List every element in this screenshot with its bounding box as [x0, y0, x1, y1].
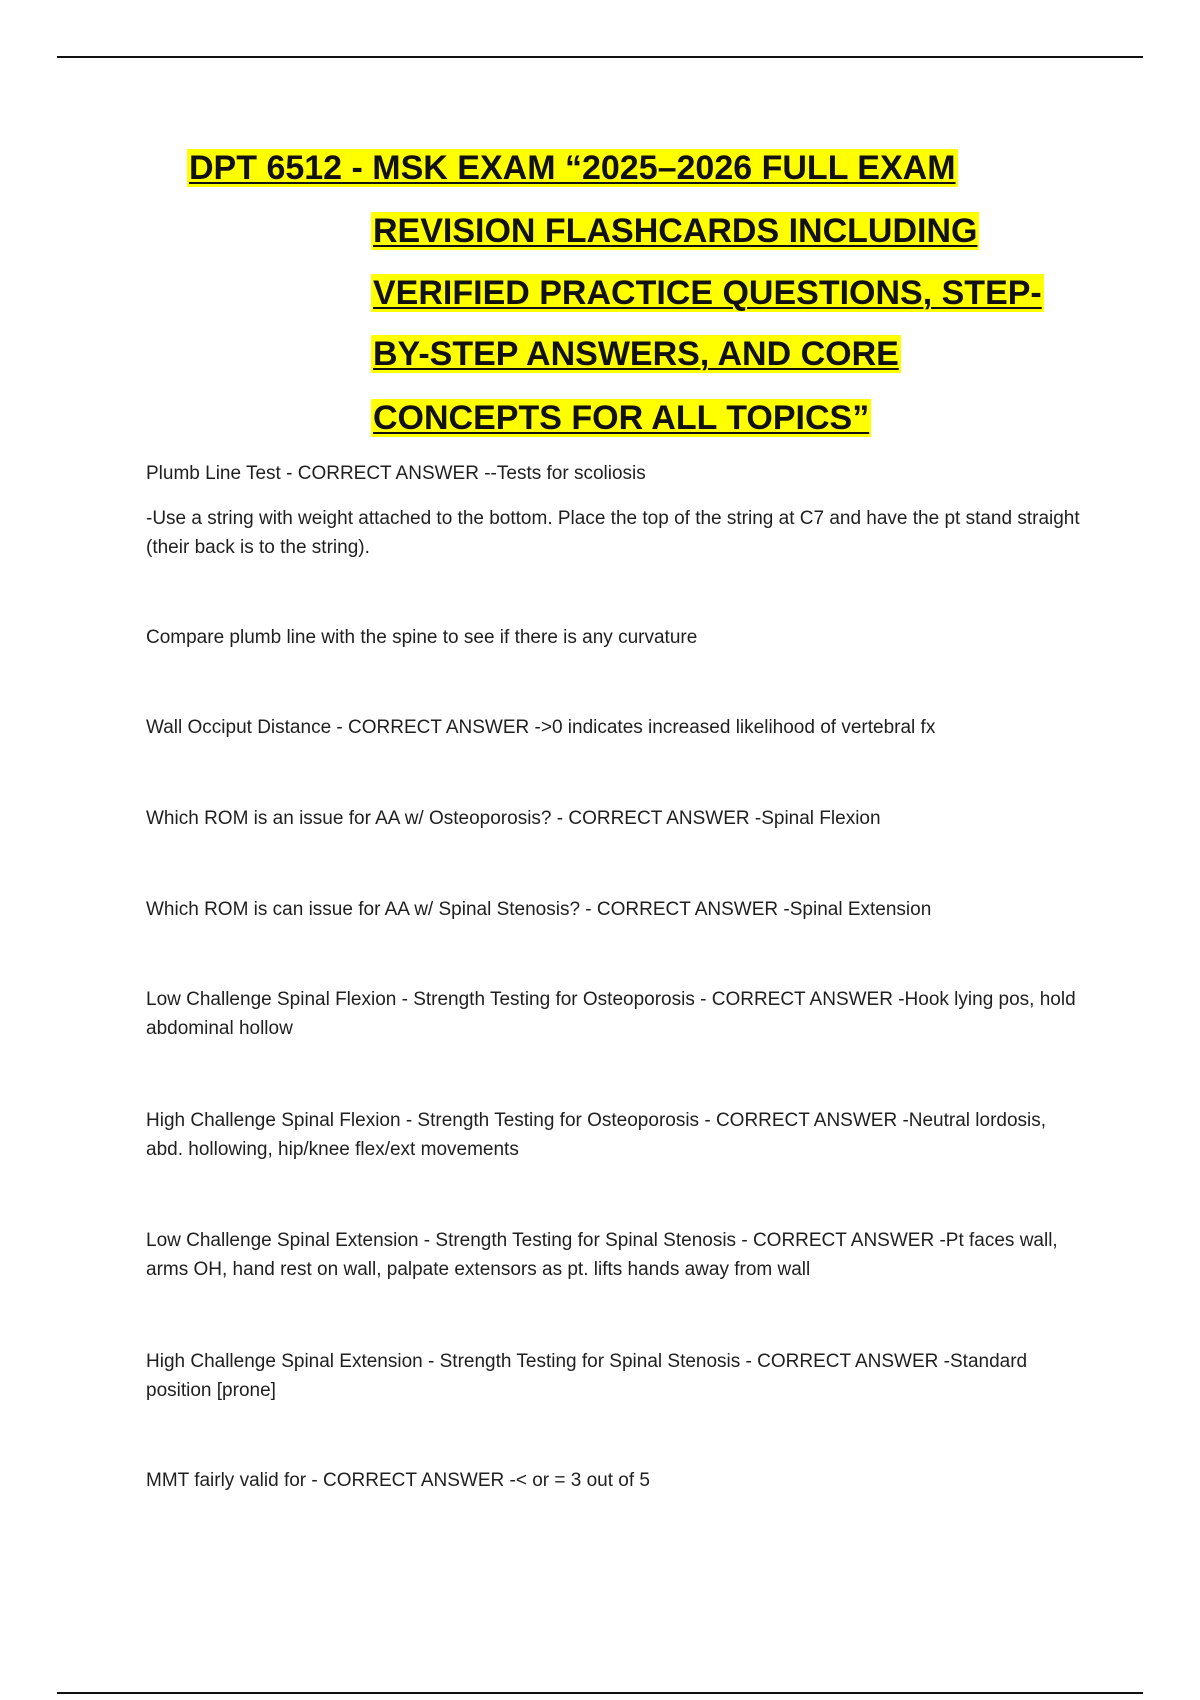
title-line-4: [371, 334, 901, 374]
entry-low-challenge-flexion: Low Challenge Spinal Flexion - Strength Testing for Osteoporosis - CORRECT ANSWER -Hook lying pos, hold abdominal hollow: [146, 989, 1076, 1039]
title-text-4: BY-STEP ANSWERS, AND CORE: [373, 335, 899, 373]
title-text-5: CONCEPTS FOR ALL TOPICS”: [373, 399, 870, 437]
entry-plumb-line-test: Plumb Line Test - CORRECT ANSWER --Tests for scoliosis: [146, 463, 646, 484]
entry-wall-occiput-distance: Wall Occiput Distance - CORRECT ANSWER ->0 indicates increased likelihood of vertebral fx: [146, 717, 936, 738]
title-text-2: REVISION FLASHCARDS INCLUDING: [373, 212, 978, 250]
bottom-divider: [57, 1692, 1143, 1694]
title-line-5: [371, 398, 871, 438]
entry-plumb-line-procedure: -Use a string with weight attached to the bottom. Place the top of the string at C7 and have the pt stand straight (their back is to the string).: [146, 508, 1080, 558]
title-text-3: VERIFIED PRACTICE QUESTIONS, STEP-: [373, 274, 1042, 312]
entry-rom-spinal-stenosis: Which ROM is can issue for AA w/ Spinal Stenosis? - CORRECT ANSWER -Spinal Extension: [146, 899, 932, 920]
title-line-1: [187, 148, 958, 188]
entry-plumb-line-compare: Compare plumb line with the spine to see if there is any curvature: [146, 627, 698, 648]
entry-mmt-validity: MMT fairly valid for - CORRECT ANSWER -< or = 3 out of 5: [146, 1470, 650, 1491]
top-divider: [57, 56, 1143, 58]
title-line-2: [371, 211, 979, 251]
entry-low-challenge-extension: Low Challenge Spinal Extension - Strength Testing for Spinal Stenosis - CORRECT ANSWER -Pt faces wall, arms OH, hand rest on wall, palpate extensors as pt. lifts hands away from wall: [146, 1230, 1058, 1280]
entry-high-challenge-extension: High Challenge Spinal Extension - Strength Testing for Spinal Stenosis - CORRECT ANSWER -Standard position [prone]: [146, 1351, 1028, 1401]
entry-high-challenge-flexion: High Challenge Spinal Flexion - Strength Testing for Osteoporosis - CORRECT ANSWER -Neutral lordosis, abd. hollowing, hip/knee flex/ext movements: [146, 1110, 1047, 1160]
title-text-1: DPT 6512 - MSK EXAM “2025–2026 FULL EXAM: [189, 149, 956, 187]
entry-rom-osteoporosis: Which ROM is an issue for AA w/ Osteoporosis? - CORRECT ANSWER -Spinal Flexion: [146, 808, 881, 829]
title-line-3: [371, 273, 1044, 313]
